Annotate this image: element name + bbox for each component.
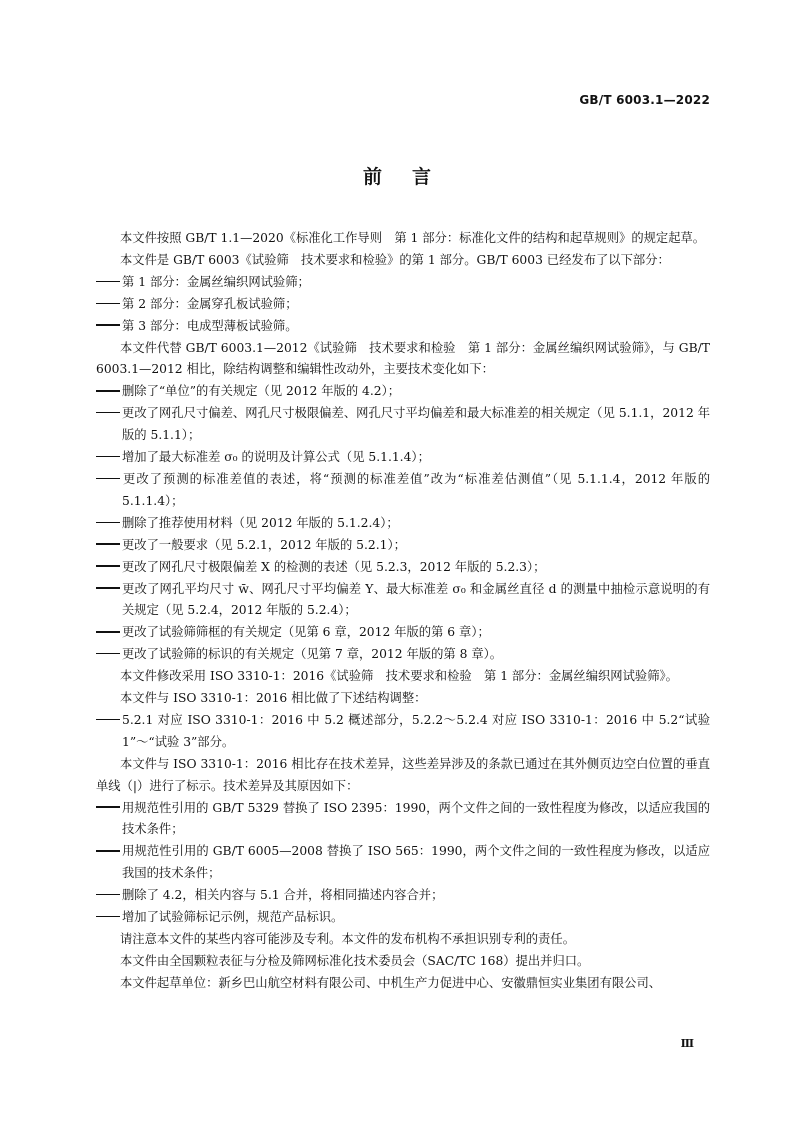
em-dash-marker: [96, 798, 122, 820]
em-dash-marker: [96, 272, 122, 294]
list-item: [96, 579, 710, 623]
paragraph: 本文件按照 GB/T 1.1—2020《标准化工作导则 第 1 部分：标准化文件的结构和起草规则》的规定起草。: [120, 231, 706, 245]
list-item: [96, 381, 710, 403]
page-title: 前言: [362, 166, 461, 188]
list-item-text: 删除了“单位”的有关规定（见 2012 年版的 4.2）；: [122, 384, 401, 399]
page-number: Ⅲ: [680, 1037, 694, 1050]
list-item: [96, 403, 710, 447]
paragraph: 本文件修改采用 ISO 3310-1：2016《试验筛 技术要求和检验 第 1 部分：金属丝编织网试验筛》。: [120, 669, 678, 684]
em-dash-marker: [96, 469, 122, 491]
em-dash-marker: [96, 513, 122, 535]
standard-number: GB/T 6003.1—2022: [579, 93, 710, 107]
em-dash-marker: [96, 381, 122, 403]
em-dash-marker: [96, 294, 122, 316]
list-item-text: 第 3 部分：电成型薄板试验筛。: [122, 318, 298, 333]
em-dash-marker: [96, 710, 122, 732]
paragraph: 本文件与 ISO 3310-1：2016 相比做了下述结构调整：: [120, 691, 427, 706]
em-dash-marker: [96, 622, 122, 644]
list-item-text: 增加了试验筛标记示例，规范产品标识。: [122, 910, 344, 925]
list-item: [96, 885, 710, 907]
em-dash-marker: [96, 557, 122, 579]
em-dash-marker: [96, 579, 122, 601]
list-item: [96, 294, 710, 316]
list-item-text: 用规范性引用的 GB/T 5329 替换了 ISO 2395：1990，两个文件之间的一致性程度为修改，以适应我国的技术条件；: [122, 800, 710, 837]
list-item-text: 第 2 部分：金属穿孔板试验筛；: [122, 296, 298, 311]
list-item-text: 更改了预测的标准差值的表述，将“预测的标准差值”改为“标准差估测值”（见 5.1.1.4，2012 年版的 5.1.1.4）；: [122, 471, 710, 508]
paragraph: 本文件代替 GB/T 6003.1—2012《试验筛 技术要求和检验 第 1 部分：金属丝编织网试验筛》，与 GB/T 6003.1—2012 相比，除结构调整和编辑性改动外，主要技术变化如下：: [96, 340, 710, 377]
list-item-text: 5.2.1 对应 ISO 3310-1：2016 中 5.2 概述部分，5.2.2～5.2.4 对应 ISO 3310-1：2016 中 5.2“试验 1”～“试验 3”部分。: [122, 712, 710, 749]
list-item: [96, 469, 710, 513]
list-item-text: 更改了一般要求（见 5.2.1，2012 年版的 5.2.1）；: [122, 537, 406, 552]
list-item-text: 更改了网孔平均尺寸 w̄、网孔尺寸平均偏差 Y、最大标准差 σ₀ 和金属丝直径 d 的测量中抽检示意说明的有关规定（见 5.2.4，2012 年版的 5.2.4）；: [122, 581, 710, 618]
paragraph: 本文件由全国颗粒表征与分检及筛网标准化技术委员会（SAC/TC 168）提出并归口。: [120, 953, 590, 968]
paragraph: 本文件与 ISO 3310-1：2016 相比存在技术差异，这些差异涉及的条款已通过在其外侧页边空白位置的垂直单线（|）进行了标示。技术差异及其原因如下：: [96, 756, 710, 793]
list-item-text: 更改了试验筛的标识的有关规定（见第 7 章，2012 年版的第 8 章）。: [122, 647, 503, 662]
em-dash-marker: [96, 885, 122, 907]
list-item: [96, 644, 710, 666]
paragraph: 本文件是 GB/T 6003《试验筛 技术要求和检验》的第 1 部分。GB/T 6003 已经发布了以下部分：: [120, 252, 670, 267]
em-dash-marker: [96, 644, 122, 666]
list-item: [96, 316, 710, 338]
list-item-text: 删除了推荐使用材料（见 2012 年版的 5.1.2.4）；: [122, 515, 399, 530]
list-item-text: 第 1 部分：金属丝编织网试验筛；: [122, 274, 310, 289]
list-item: [96, 447, 710, 469]
list-item-text: 删除了 4.2，相关内容与 5.1 合并，将相同描述内容合并；: [122, 888, 444, 903]
list-item: [96, 535, 710, 557]
paragraph: 请注意本文件的某些内容可能涉及专利。本文件的发布机构不承担识别专利的责任。: [120, 932, 575, 946]
em-dash-marker: [96, 403, 122, 425]
list-item: [96, 513, 710, 535]
list-item-text: 增加了最大标准差 σ₀ 的说明及计算公式（见 5.1.1.4）；: [122, 450, 430, 465]
list-item-text: 更改了网孔尺寸极限偏差 X 的检测的表述（见 5.2.3，2012 年版的 5.2.3）；: [122, 559, 546, 574]
em-dash-marker: [96, 907, 122, 929]
list-item: [96, 710, 710, 754]
list-item-text: 用规范性引用的 GB/T 6005—2008 替换了 ISO 565：1990，两个文件之间的一致性程度为修改，以适应我国的技术条件；: [122, 844, 710, 881]
list-item-text: 更改了试验筛筛框的有关规定（见第 6 章，2012 年版的第 6 章）；: [122, 625, 490, 640]
list-item: [96, 907, 710, 929]
em-dash-marker: [96, 447, 122, 469]
document-body: [96, 228, 710, 995]
em-dash-marker: [96, 316, 122, 338]
list-item: [96, 272, 710, 294]
list-item: [96, 798, 710, 842]
list-item: [96, 622, 710, 644]
list-item: [96, 841, 710, 885]
em-dash-marker: [96, 841, 122, 863]
em-dash-marker: [96, 535, 122, 557]
list-item-text: 更改了网孔尺寸偏差、网孔尺寸极限偏差、网孔尺寸平均偏差和最大标准差的相关规定（见 5.1.1，2012 年版的 5.1.1）；: [122, 406, 710, 443]
list-item: [96, 557, 710, 579]
paragraph: 本文件起草单位：新乡巴山航空材料有限公司、中机生产力促进中心、安徽鼎恒实业集团有限公司、: [120, 975, 662, 990]
